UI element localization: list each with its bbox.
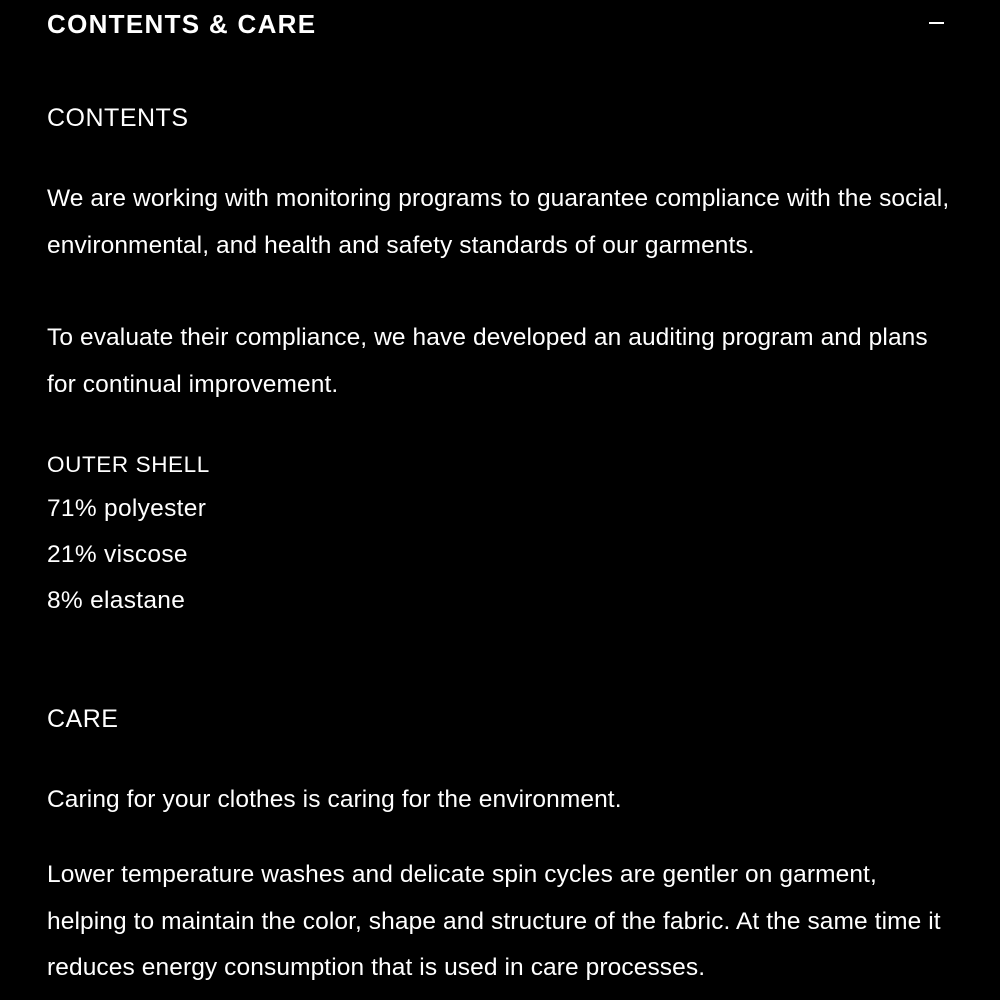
material-item: 21% viscose bbox=[47, 541, 188, 568]
minus-icon bbox=[929, 22, 944, 24]
outer-shell-label: OUTER SHELL bbox=[47, 452, 210, 477]
contents-heading: CONTENTS bbox=[47, 104, 189, 132]
care-paragraph-2: Lower temperature washes and delicate spin cycles are gentler on garment, helping to maintain the color, shape and structure of the fabric. At the same time it reduces energy consumption that is used in care processes. bbox=[47, 861, 941, 981]
accordion-title[interactable]: CONTENTS & CARE bbox=[47, 9, 317, 39]
contents-paragraph-1: We are working with monitoring programs to guarantee compliance with the social, environmental, and health and safety standards of our garments. bbox=[47, 185, 950, 259]
collapse-toggle-button[interactable] bbox=[927, 10, 947, 34]
care-paragraph-1: Caring for your clothes is caring for the environment. bbox=[47, 786, 622, 813]
contents-paragraph-2: To evaluate their compliance, we have developed an auditing program and plans for continual improvement. bbox=[47, 324, 928, 398]
care-heading: CARE bbox=[47, 705, 119, 733]
accordion-header[interactable] bbox=[47, 8, 953, 40]
material-item: 71% polyester bbox=[47, 495, 207, 522]
material-item: 8% elastane bbox=[47, 587, 186, 614]
